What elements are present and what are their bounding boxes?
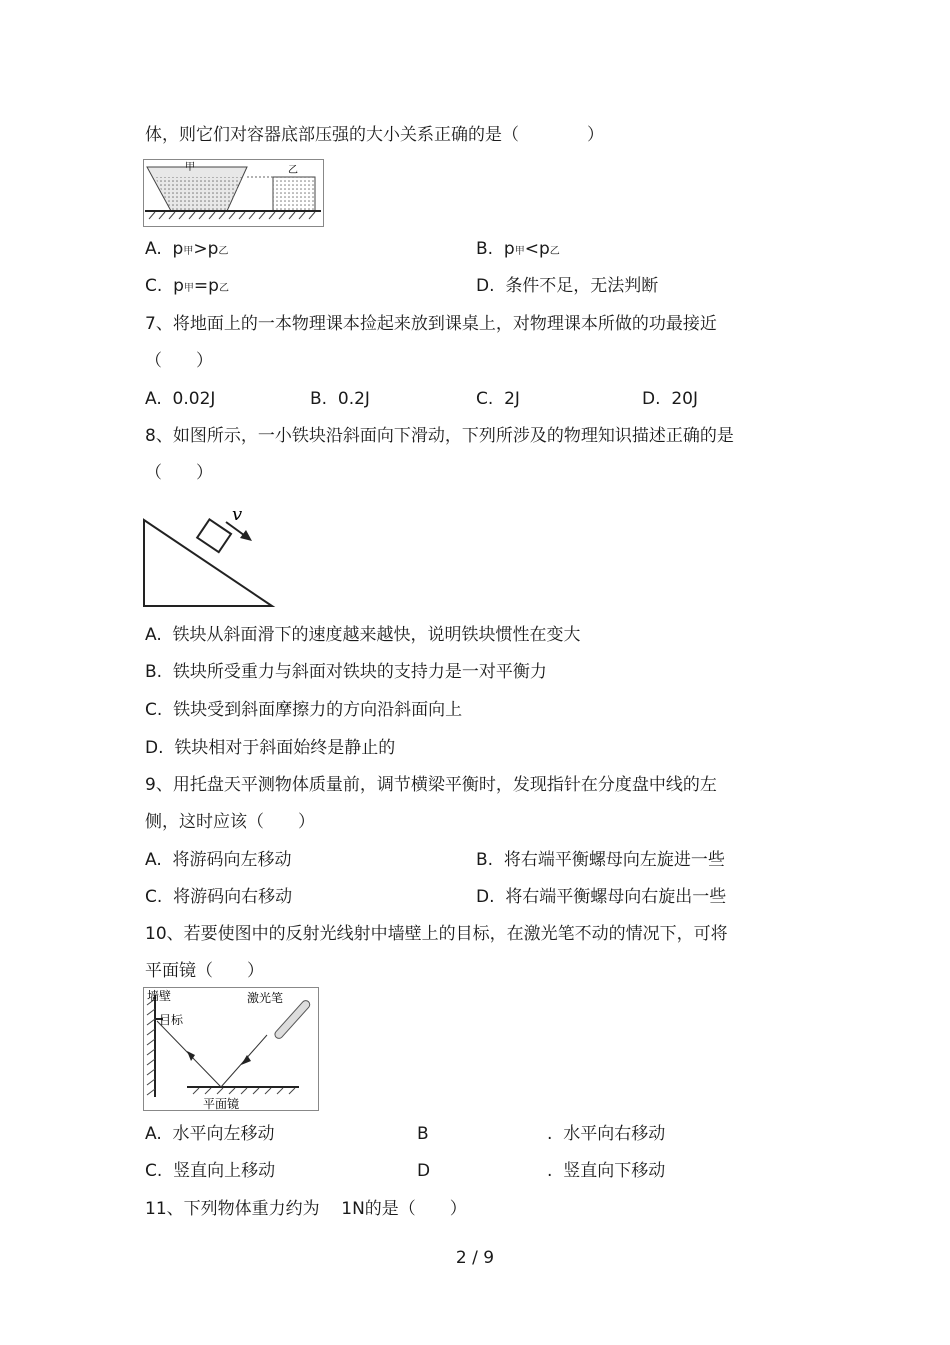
q11-stem: 11、下列物体重力约为 1N的是（ ） <box>145 1199 467 1219</box>
q10-figure-mirror <box>143 987 319 1112</box>
q9-option-a: A. 将游码向左移动 <box>145 850 292 870</box>
q8-option-b: B. 铁块所受重力与斜面对铁块的支持力是一对平衡力 <box>145 662 547 682</box>
q10-option-d: . 竖直向下移动 <box>547 1161 666 1181</box>
q10-stem-line1: 10、若要使图中的反射光线射中墙壁上的目标，在激光笔不动的情况下，可将 <box>145 924 728 944</box>
q8-stem-line2: （ ） <box>145 463 213 483</box>
q9-stem-line2: 侧，这时应该（ ） <box>145 812 315 832</box>
label-wall: 墙壁 <box>147 989 172 1003</box>
q10-option-d-letter: D <box>417 1161 431 1181</box>
q8-option-a: A. 铁块从斜面滑下的速度越来越快，说明铁块惯性在变大 <box>145 625 581 645</box>
q6-option-a: A. p甲>p乙 <box>145 239 229 259</box>
q9-stem-line1: 9、用托盘天平测物体质量前，调节横梁平衡时，发现指针在分度盘中线的左 <box>145 775 717 795</box>
q6-option-c: C. p甲=p乙 <box>145 276 229 296</box>
q8-option-d: D. 铁块相对于斜面始终是静止的 <box>145 738 396 758</box>
q7-option-c: C. 2J <box>476 389 520 409</box>
q6-stem: 体，则它们对容器底部压强的大小关系正确的是（ ） <box>145 125 604 145</box>
q6-figure-containers <box>143 159 324 227</box>
q8-stem-line1: 8、如图所示，一小铁块沿斜面向下滑动，下列所涉及的物理知识描述正确的是 <box>145 426 734 446</box>
q8-figure-incline <box>140 500 280 610</box>
q6-option-d: D. 条件不足，无法判断 <box>476 276 659 296</box>
q7-option-b: B. 0.2J <box>310 389 370 409</box>
q9-option-b: B. 将右端平衡螺母向左旋进一些 <box>476 850 725 870</box>
q10-option-c: C. 竖直向上移动 <box>145 1161 276 1181</box>
velocity-label: v <box>232 504 243 525</box>
q9-option-c: C. 将游码向右移动 <box>145 887 293 907</box>
label-yi: 乙 <box>288 165 298 176</box>
q7-option-d: D. 20J <box>642 389 698 409</box>
q7-option-a: A. 0.02J <box>145 389 216 409</box>
q10-stem-line2: 平面镜（ ） <box>145 961 264 981</box>
q10-option-b: . 水平向右移动 <box>547 1124 666 1144</box>
label-target: 目标 <box>159 1013 184 1027</box>
q8-option-c: C. 铁块受到斜面摩擦力的方向沿斜面向上 <box>145 700 463 720</box>
q10-option-a: A. 水平向左移动 <box>145 1124 275 1144</box>
q7-stem-line1: 7、将地面上的一本物理课本捡起来放到课桌上，对物理课本所做的功最接近 <box>145 314 717 334</box>
q7-stem-line2: （ ） <box>145 351 213 371</box>
q6-option-b: B. p甲<p乙 <box>476 239 560 259</box>
label-mirror: 平面镜 <box>203 1097 240 1111</box>
q9-option-d: D. 将右端平衡螺母向右旋出一些 <box>476 887 727 907</box>
page-number: 2 / 9 <box>455 1248 495 1268</box>
q10-option-b-letter: B <box>417 1124 429 1144</box>
label-jia: 甲 <box>185 162 195 173</box>
label-laser: 激光笔 <box>247 991 284 1005</box>
